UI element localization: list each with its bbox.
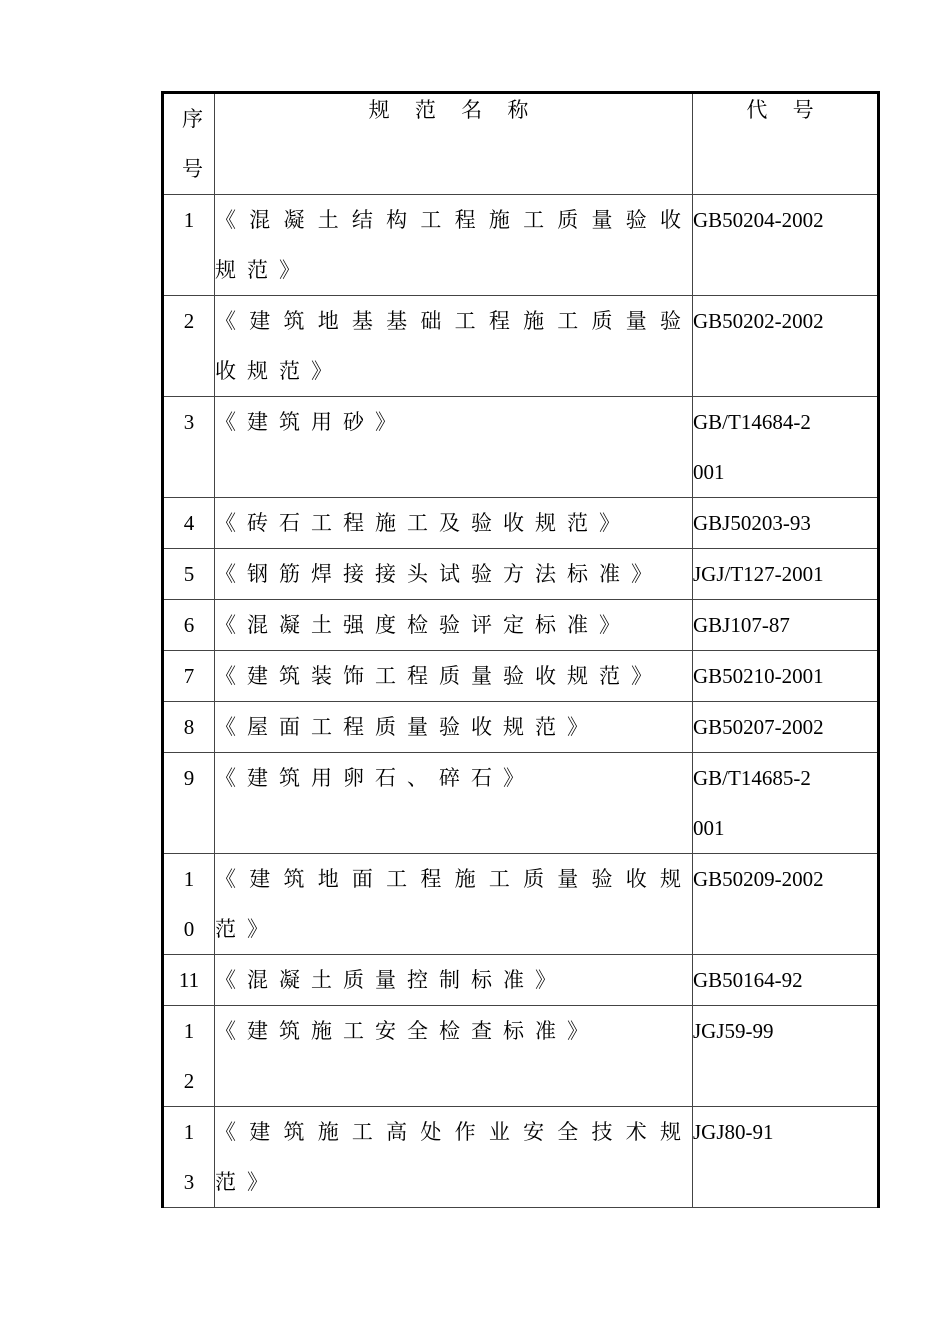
standards-table bbox=[161, 91, 880, 1208]
row-code: GB50210-2001 bbox=[693, 651, 879, 702]
row-name: 《建筑地面工程施工质量验收规范》 bbox=[215, 854, 693, 955]
row-no: 13 bbox=[163, 1107, 215, 1208]
row-no: 11 bbox=[163, 955, 215, 1006]
row-name: 《建筑施工安全检查标准》 bbox=[215, 1006, 693, 1107]
table-row bbox=[163, 397, 879, 498]
table-row bbox=[163, 296, 879, 397]
row-code: JGJ80-91 bbox=[693, 1107, 879, 1208]
row-name: 《建筑用砂》 bbox=[215, 397, 693, 498]
header-code: 代 号 bbox=[693, 93, 879, 195]
row-name: 《混凝土质量控制标准》 bbox=[215, 955, 693, 1006]
row-no: 7 bbox=[163, 651, 215, 702]
table-header-row bbox=[163, 93, 879, 195]
row-code: GB/T14684-2001 bbox=[693, 397, 879, 498]
row-code: GB50164-92 bbox=[693, 955, 879, 1006]
row-code: GB/T14685-2001 bbox=[693, 753, 879, 854]
row-code: GBJ107-87 bbox=[693, 600, 879, 651]
row-code: GB50209-2002 bbox=[693, 854, 879, 955]
row-code: GB50202-2002 bbox=[693, 296, 879, 397]
table-row bbox=[163, 651, 879, 702]
table-row bbox=[163, 498, 879, 549]
row-no: 9 bbox=[163, 753, 215, 854]
row-no: 8 bbox=[163, 702, 215, 753]
table-row bbox=[163, 1107, 879, 1208]
header-no: 序号 bbox=[163, 93, 215, 195]
row-code: GBJ50203-93 bbox=[693, 498, 879, 549]
row-no: 4 bbox=[163, 498, 215, 549]
row-no: 10 bbox=[163, 854, 215, 955]
table-row bbox=[163, 195, 879, 296]
table-row bbox=[163, 854, 879, 955]
row-name: 《屋面工程质量验收规范》 bbox=[215, 702, 693, 753]
row-name: 《钢筋焊接接头试验方法标准》 bbox=[215, 549, 693, 600]
row-code: JGJ/T127-2001 bbox=[693, 549, 879, 600]
row-name: 《混凝土强度检验评定标准》 bbox=[215, 600, 693, 651]
row-name: 《建筑地基基础工程施工质量验收规范》 bbox=[215, 296, 693, 397]
row-code: JGJ59-99 bbox=[693, 1006, 879, 1107]
table-row bbox=[163, 753, 879, 854]
row-name: 《砖石工程施工及验收规范》 bbox=[215, 498, 693, 549]
row-name: 《建筑用卵石、碎石》 bbox=[215, 753, 693, 854]
header-name: 规 范 名 称 bbox=[215, 93, 693, 195]
row-no: 1 bbox=[163, 195, 215, 296]
table-row bbox=[163, 1006, 879, 1107]
table-row bbox=[163, 955, 879, 1006]
row-name: 《混凝土结构工程施工质量验收规范》 bbox=[215, 195, 693, 296]
row-name: 《建筑装饰工程质量验收规范》 bbox=[215, 651, 693, 702]
row-no: 6 bbox=[163, 600, 215, 651]
table-row bbox=[163, 600, 879, 651]
table-row bbox=[163, 702, 879, 753]
row-no: 5 bbox=[163, 549, 215, 600]
table-row bbox=[163, 549, 879, 600]
row-code: GB50207-2002 bbox=[693, 702, 879, 753]
row-no: 3 bbox=[163, 397, 215, 498]
row-no: 2 bbox=[163, 296, 215, 397]
row-code: GB50204-2002 bbox=[693, 195, 879, 296]
row-no: 12 bbox=[163, 1006, 215, 1107]
row-name: 《建筑施工高处作业安全技术规范》 bbox=[215, 1107, 693, 1208]
